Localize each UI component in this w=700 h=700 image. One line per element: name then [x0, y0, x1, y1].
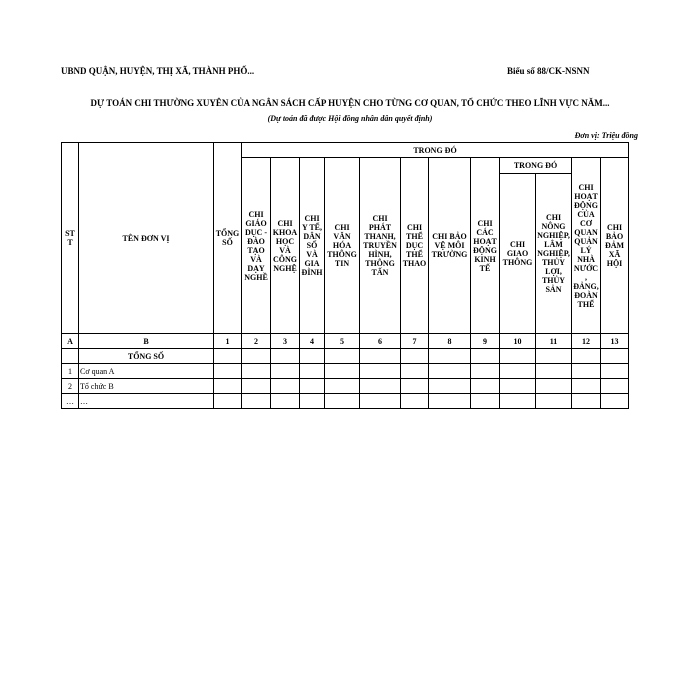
col-header-sports: CHI THỂ DỤC THỂ THAO — [401, 158, 429, 334]
table-row — [62, 364, 629, 379]
form-number: Biểu số 88/CK-NSNN — [507, 66, 590, 76]
trong-do-sub-header: TRONG ĐÓ — [500, 158, 572, 174]
index-row — [62, 334, 629, 349]
index-cell: 2 — [242, 334, 271, 349]
index-cell: 12 — [572, 334, 601, 349]
trong-do-header: TRONG ĐÓ — [242, 143, 629, 158]
col-header-education: CHI GIÁO DỤC - ĐÀO TẠO VÀ DẠY NGHỀ — [242, 158, 271, 334]
table-row — [62, 394, 629, 409]
index-cell: 5 — [325, 334, 360, 349]
document-subtitle: (Dự toán đã được Hội đồng nhân dân quyết định) — [267, 114, 433, 123]
index-cell: 3 — [271, 334, 300, 349]
col-header-agriculture: CHI NÔNG NGHIỆP, LÂM NGHIỆP, THỦY LỢI, THỦY SẢN — [536, 174, 572, 334]
row-unit-name: Cơ quan A — [79, 364, 214, 379]
index-cell: 9 — [471, 334, 500, 349]
stt-header: STT — [62, 143, 79, 334]
row-stt: 1 — [62, 364, 79, 379]
total-row — [62, 349, 629, 364]
unit-name-header: TÊN ĐƠN VỊ — [79, 143, 214, 334]
row-unit-name: … — [79, 394, 214, 409]
index-cell: 6 — [360, 334, 401, 349]
row-unit-name: Tổ chức B — [79, 379, 214, 394]
index-cell: 8 — [429, 334, 471, 349]
col-header-science: CHI KHOA HỌC VÀ CÔNG NGHỆ — [271, 158, 300, 334]
col-header-culture: CHI VĂN HÓA THÔNG TIN — [325, 158, 360, 334]
table-row — [62, 379, 629, 394]
col-header-health: CHI Y TẾ, DÂN SỐ VÀ GIA ĐÌNH — [300, 158, 325, 334]
document-title: DỰ TOÁN CHI THƯỜNG XUYÊN CỦA NGÂN SÁCH CẤP HUYỆN CHO TỪNG CƠ QUAN, TỔ CHỨC THEO LĨNH VỰC NĂM... — [90, 98, 610, 108]
index-cell: B — [79, 334, 214, 349]
index-cell: A — [62, 334, 79, 349]
index-cell: 4 — [300, 334, 325, 349]
index-cell: 11 — [536, 334, 572, 349]
index-cell: 10 — [500, 334, 536, 349]
row-stt: … — [62, 394, 79, 409]
total-row-label: TỔNG SỐ — [79, 349, 214, 364]
index-cell: 1 — [214, 334, 242, 349]
col-header-broadcasting: CHI PHÁT THANH, TRUYỀN HÌNH, THÔNG TẤN — [360, 158, 401, 334]
unit-label: Đơn vị: Triệu đồng — [574, 131, 638, 140]
index-cell: 7 — [401, 334, 429, 349]
index-cell: 13 — [601, 334, 629, 349]
budget-table — [61, 142, 629, 409]
col-header-state-management: CHI HOẠT ĐỘNG CỦA CƠ QUAN QUẢN LÝ NHÀ NƯỚC, ĐẢNG, ĐOÀN THỂ — [572, 158, 601, 334]
col-header-social-security: CHI BẢO ĐẢM XÃ HỘI — [601, 158, 629, 334]
total-header: TỔNG SỐ — [214, 143, 242, 334]
agency-header: UBND QUẬN, HUYỆN, THỊ XÃ, THÀNH PHỐ... — [61, 66, 255, 76]
col-header-economic: CHI CÁC HOẠT ĐỘNG KINH TẾ — [471, 158, 500, 334]
col-header-environment: CHI BẢO VỆ MÔI TRƯỜNG — [429, 158, 471, 334]
row-stt: 2 — [62, 379, 79, 394]
col-header-transport: CHI GIAO THÔNG — [500, 174, 536, 334]
